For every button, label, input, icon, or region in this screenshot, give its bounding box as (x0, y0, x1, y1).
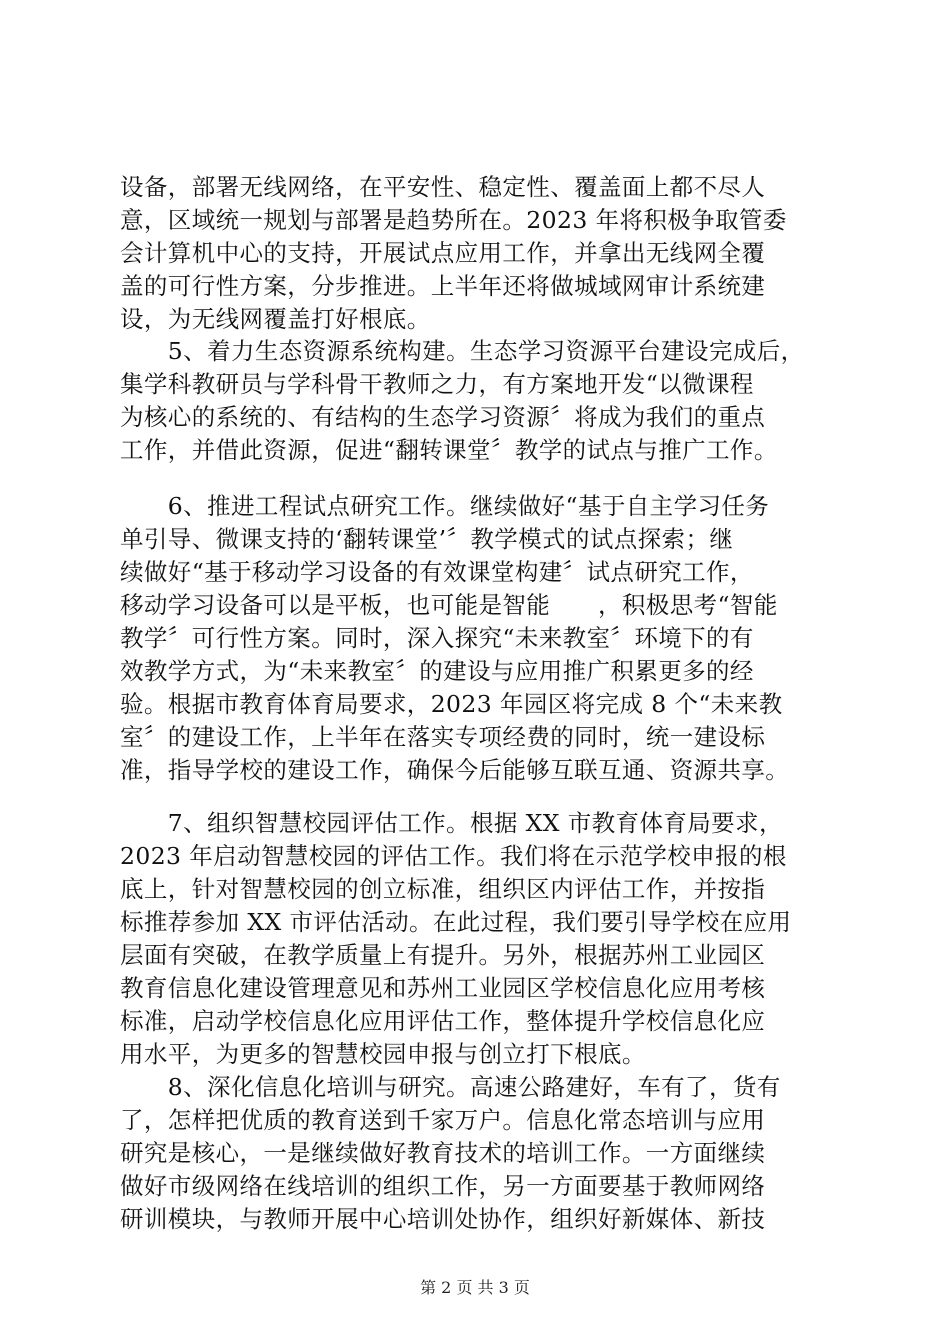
text-line: 验。根据市教育体育局要求，2023 年园区将完成 8 个“未来教 (120, 690, 783, 718)
text-line: 8、深化信息化培训与研究。高速公路建好，车有了，货有 (120, 1073, 781, 1101)
text-line: 教学〞可行性方案。同时，深入探究“未来教室〞环境下的有 (120, 624, 754, 652)
text-line: 6、推进工程试点研究工作。继续做好“基于自主学习任务 (120, 492, 770, 520)
text-line: 效教学方式，为“未来教室〞的建设与应用推广积累更多的经 (120, 657, 754, 685)
text-line: 移动学习设备可以是平板，也可能是智能 ，积极思考“智能 (120, 591, 778, 619)
text-line: 标推荐参加 XX 市评估活动。在此过程，我们要引导学校在应用 (120, 908, 792, 936)
text-line: 准，指导学校的建设工作，确保今后能够互联互通、资源共享。 (120, 756, 790, 784)
text-line: 7、组织智慧校园评估工作。根据 XX 市教育体育局要求， (120, 809, 783, 837)
text-line: 教育信息化建设管理意见和苏州工业园区学校信息化应用考核 (120, 974, 766, 1002)
text-line: 设备，部署无线网络，在平安性、稳定性、覆盖面上都不尽人 (120, 173, 766, 201)
text-line: 了，怎样把优质的教育送到千家万户。信息化常态培训与应用 (120, 1106, 766, 1134)
text-line: 做好市级网络在线培训的组织工作，另一方面要基于教师网络 (120, 1172, 766, 1200)
text-line: 标准，启动学校信息化应用评估工作，整体提升学校信息化应 (120, 1007, 766, 1035)
text-line: 会计算机中心的支持，开展试点应用工作，并拿出无线网全覆 (120, 239, 766, 267)
text-line: 续做好“基于移动学习设备的有效课堂构建〞试点研究工作， (120, 558, 754, 586)
text-line: 工作，并借此资源，促进“翻转课堂〞教学的试点与推广工作。 (120, 436, 778, 464)
text-line: 底上，针对智慧校园的创立标准，组织区内评估工作，并按指 (120, 875, 766, 903)
text-line: 层面有突破，在教学质量上有提升。另外，根据苏州工业园区 (120, 941, 766, 969)
text-line: 设，为无线网覆盖打好根底。 (120, 305, 431, 333)
text-line: 研训模块，与教师开展中心培训处协作，组织好新媒体、新技 (120, 1205, 766, 1233)
text-line: 用水平，为更多的智慧校园申报与创立打下根底。 (120, 1040, 646, 1068)
text-line: 5、着力生态资源系统构建。生态学习资源平台建设完成后， (120, 337, 805, 365)
text-line: 盖的可行性方案，分步推进。上半年还将做城域网审计系统建 (120, 272, 766, 300)
text-line: 2023 年启动智慧校园的评估工作。我们将在示范学校申报的根 (120, 842, 787, 870)
text-line: 意，区域统一规划与部署是趋势所在。2023 年将积极争取管委 (120, 206, 787, 234)
text-line: 单引导、微课支持的‘翻转课堂’〞教学模式的试点探索；继 (120, 525, 734, 553)
text-line: 为核心的系统的、有结构的生态学习资源〞将成为我们的重点 (120, 403, 766, 431)
page-footer: 第 2 页 共 3 页 (420, 1278, 530, 1297)
text-line: 室〞的建设工作，上半年在落实专项经费的同时，统一建设标 (120, 723, 766, 751)
text-line: 集学科教研员与学科骨干教师之力，有方案地开发“以微课程 (120, 370, 754, 398)
text-line: 研究是核心，一是继续做好教育技术的培训工作。一方面继续 (120, 1139, 766, 1167)
